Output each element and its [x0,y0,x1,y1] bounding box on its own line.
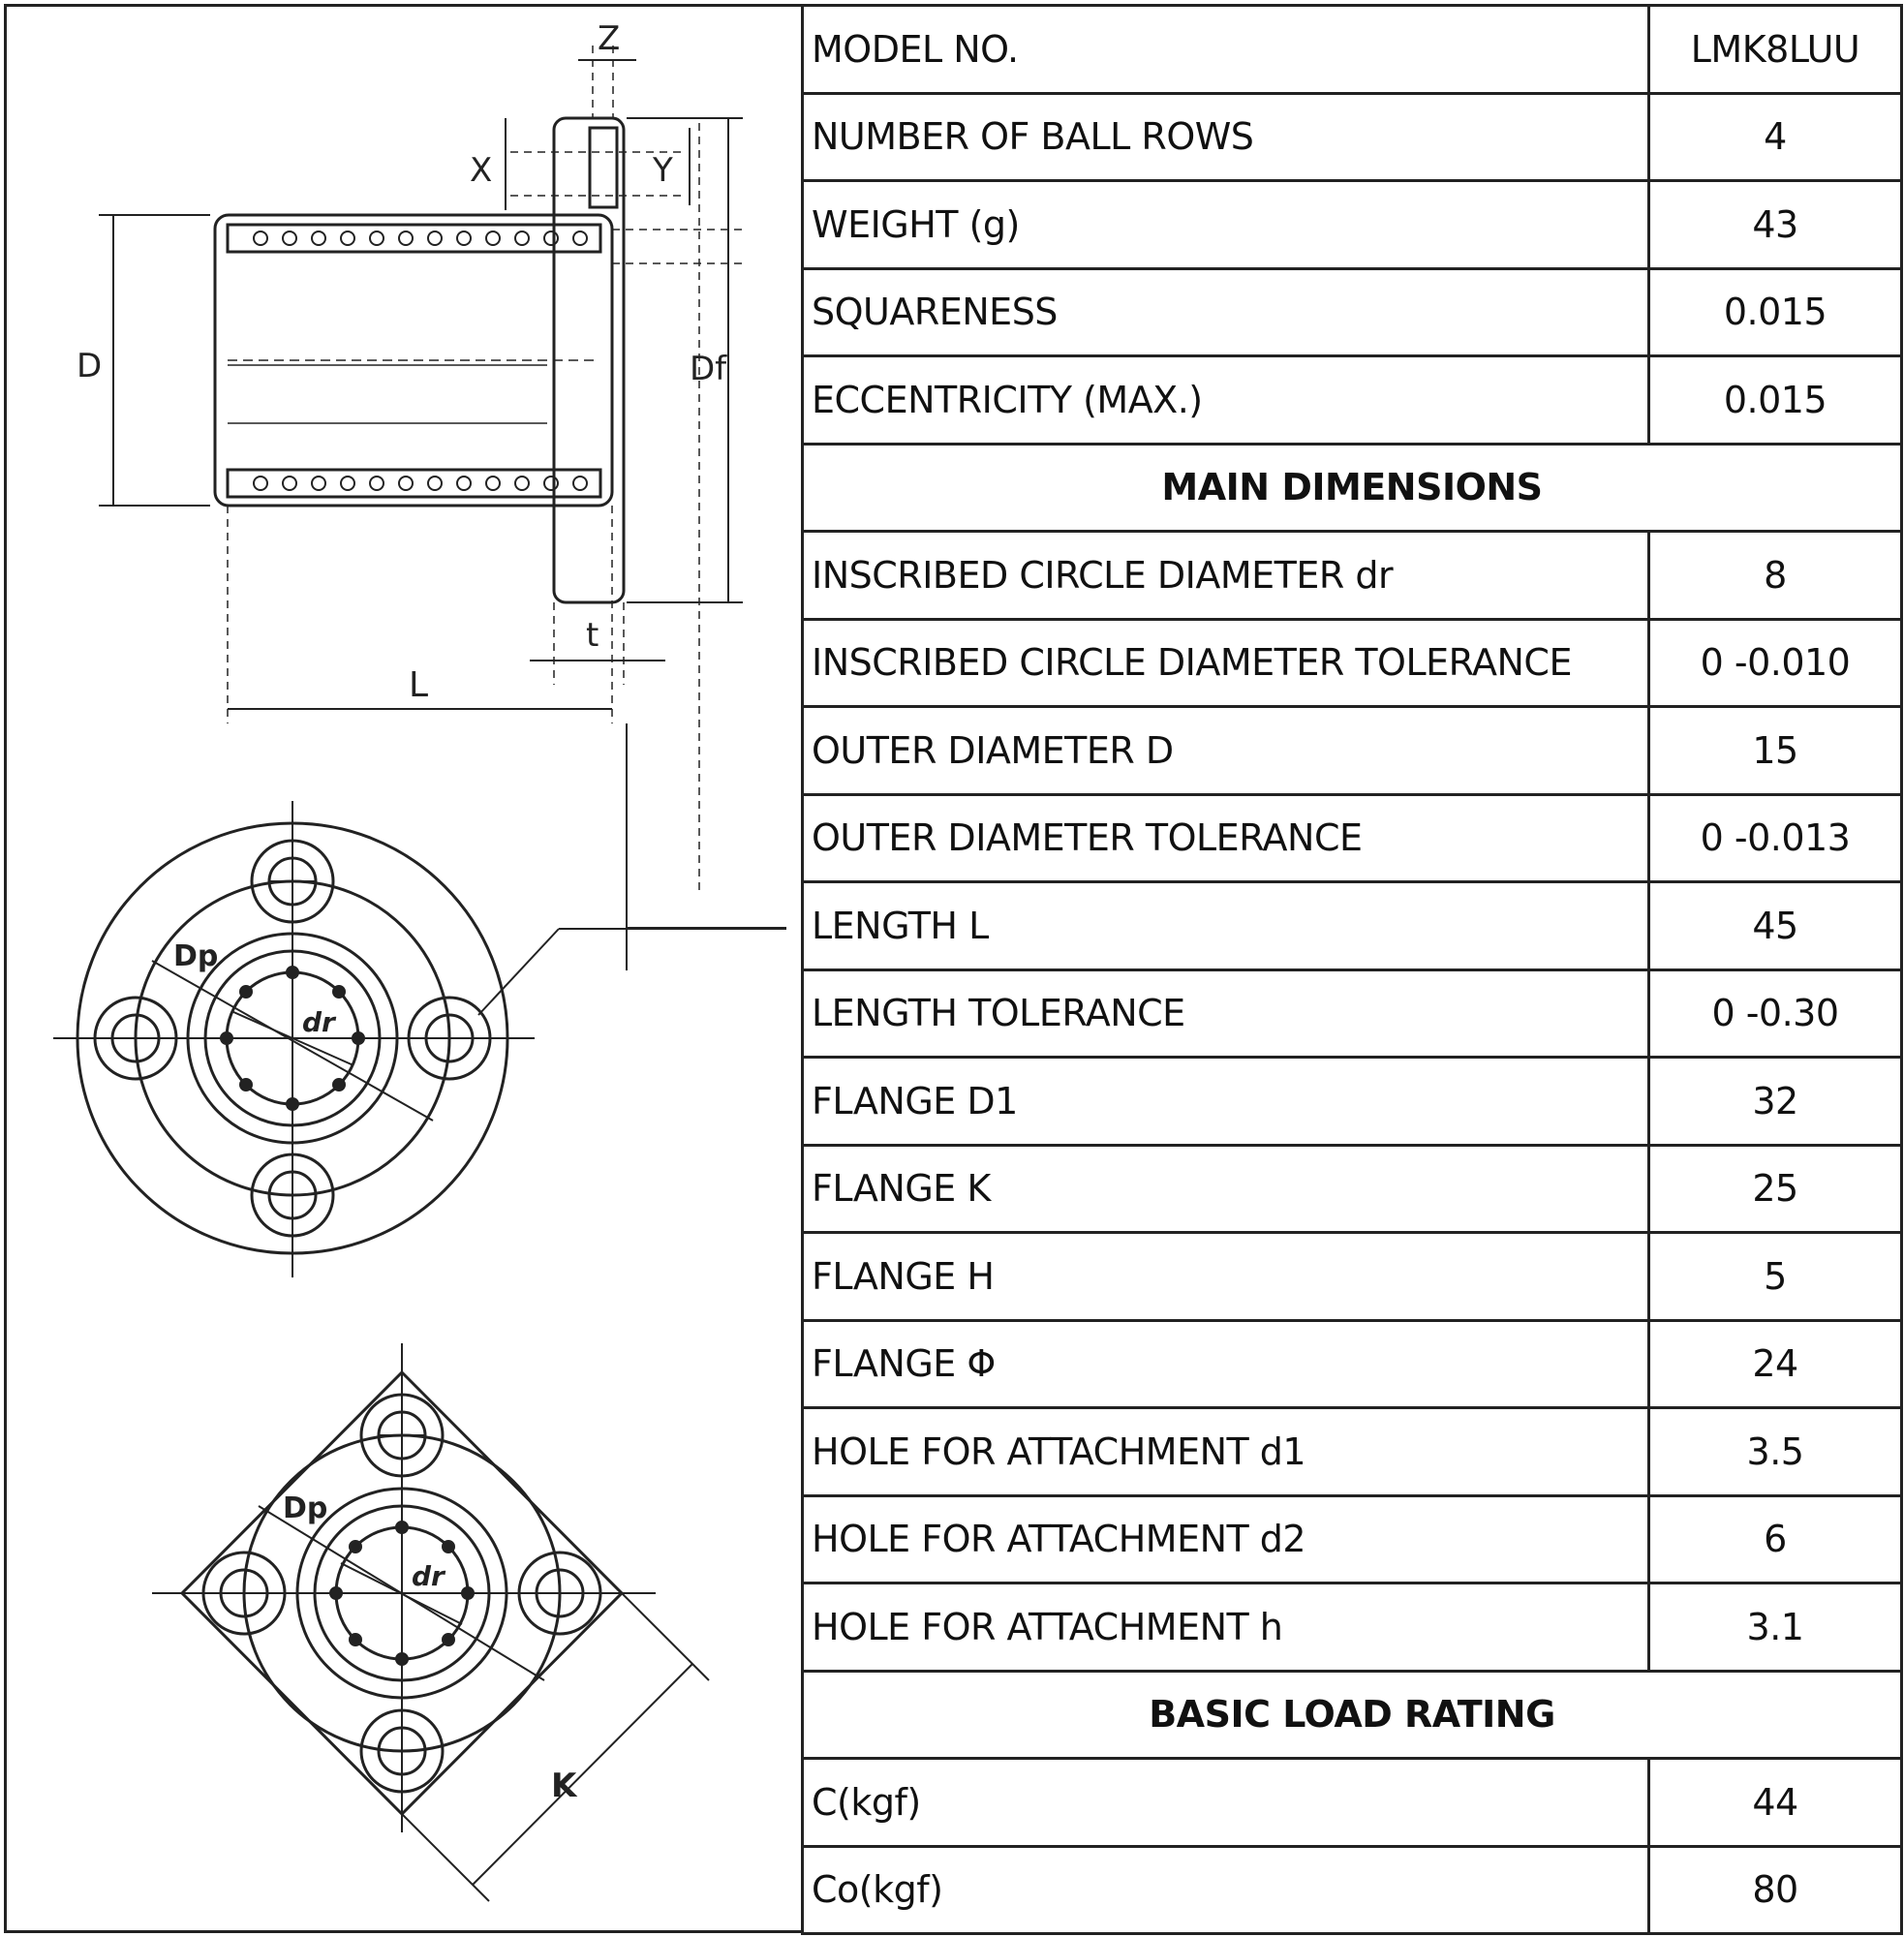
spec-label: SQUARENESS [803,268,1649,356]
spec-value: 0.015 [1649,268,1902,356]
k-label: K [551,1767,577,1805]
spec-label: NUMBER OF BALL ROWS [803,93,1649,181]
spec-value: 43 [1649,181,1902,269]
spec-label: INSCRIBED CIRCLE DIAMETER dr [803,532,1649,620]
spec-label: FLANGE K [803,1145,1649,1233]
x-label: X [470,151,493,190]
spec-row-flange-phi [803,1320,1902,1408]
spec-value: 45 [1649,882,1902,970]
spec-row-eccentricity [803,356,1902,445]
specification-table [801,4,1903,1935]
spec-label: OUTER DIAMETER TOLERANCE [803,794,1649,882]
spec-row-c-kgf [803,1759,1902,1847]
spec-row-length [803,882,1902,970]
spec-label: MODEL NO. [803,6,1649,94]
spec-value: 4 [1649,93,1902,181]
spec-value: 80 [1649,1846,1902,1934]
spec-label: HOLE FOR ATTACHMENT d1 [803,1408,1649,1496]
spec-row-ball-rows [803,93,1902,181]
spec-row-hole-h [803,1583,1902,1672]
section-header-row [803,444,1902,532]
d-label: D [77,347,103,385]
round-flange-view [53,801,786,1277]
spec-label: FLANGE D1 [803,1058,1649,1146]
spec-label: WEIGHT (g) [803,181,1649,269]
t-label: t [586,616,599,655]
spec-value: 32 [1649,1058,1902,1146]
section-header-row [803,1671,1902,1759]
spec-row-co-kgf [803,1846,1902,1934]
spec-row-inscribed-tolerance [803,619,1902,707]
spec-value: LMK8LUU [1649,6,1902,94]
spec-row-squareness [803,268,1902,356]
spec-value: 24 [1649,1320,1902,1408]
spec-row-hole-d1 [803,1408,1902,1496]
spec-row-flange-k [803,1145,1902,1233]
spec-value: 3.1 [1649,1583,1902,1672]
z-label: Z [598,19,621,58]
technical-drawing [7,7,804,1933]
technical-drawing-panel [4,4,804,1933]
spec-label: Co(kgf) [803,1846,1649,1934]
spec-row-model-no [803,6,1902,94]
l-label: L [409,665,429,705]
spec-value: 15 [1649,707,1902,795]
square-dr-label: dr [412,1560,445,1592]
spec-label: FLANGE Φ [803,1320,1649,1408]
spec-value: 8 [1649,532,1902,620]
spec-row-inscribed-diameter [803,532,1902,620]
round-dp-label: Dp [173,939,219,973]
df-label: Df [690,350,727,388]
spec-label: FLANGE H [803,1233,1649,1321]
y-label: Y [653,151,673,190]
spec-value: 3.5 [1649,1408,1902,1496]
spec-value: 0 -0.30 [1649,969,1902,1058]
spec-row-flange-d1 [803,1058,1902,1146]
spec-row-hole-d2 [803,1495,1902,1583]
spec-label: INSCRIBED CIRCLE DIAMETER TOLERANCE [803,619,1649,707]
section-header-basic-load-rating: BASIC LOAD RATING [803,1671,1902,1759]
spec-row-weight [803,181,1902,269]
spec-label: ECCENTRICITY (MAX.) [803,356,1649,445]
spec-value: 44 [1649,1759,1902,1847]
spec-value: 25 [1649,1145,1902,1233]
round-dr-label: dr [302,1006,335,1038]
side-view [77,19,786,970]
spec-label: C(kgf) [803,1759,1649,1847]
spec-value: 5 [1649,1233,1902,1321]
spec-label: HOLE FOR ATTACHMENT d2 [803,1495,1649,1583]
spec-value: 0 -0.013 [1649,794,1902,882]
square-flange-view [152,1343,709,1901]
spec-row-outer-tolerance [803,794,1902,882]
spec-label: LENGTH TOLERANCE [803,969,1649,1058]
square-dp-label: Dp [283,1491,328,1525]
spec-value: 0.015 [1649,356,1902,445]
spec-label: HOLE FOR ATTACHMENT h [803,1583,1649,1672]
spec-row-outer-diameter [803,707,1902,795]
spec-label: OUTER DIAMETER D [803,707,1649,795]
spec-label: LENGTH L [803,882,1649,970]
section-header-main-dimensions: MAIN DIMENSIONS [803,444,1902,532]
spec-row-flange-h [803,1233,1902,1321]
spec-value: 0 -0.010 [1649,619,1902,707]
spec-value: 6 [1649,1495,1902,1583]
spec-row-length-tolerance [803,969,1902,1058]
